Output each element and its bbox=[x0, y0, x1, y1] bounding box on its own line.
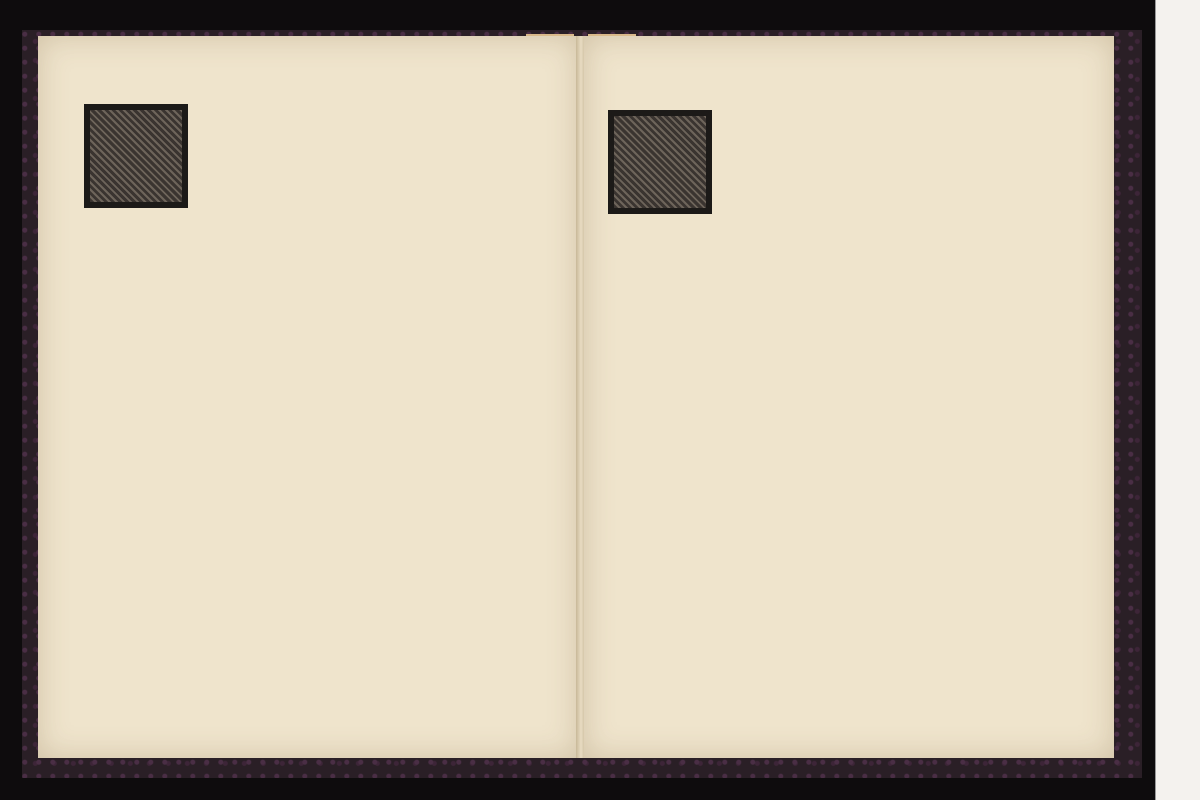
music-staff bbox=[726, 176, 1072, 214]
decorated-initial bbox=[608, 110, 712, 214]
music-staff bbox=[86, 248, 550, 286]
left-page bbox=[38, 36, 578, 758]
music-staff bbox=[608, 472, 1072, 510]
measuring-ruler bbox=[1155, 0, 1200, 800]
decorated-initial bbox=[84, 104, 188, 208]
music-staff bbox=[608, 250, 1072, 288]
music-staff bbox=[202, 96, 550, 134]
music-staff bbox=[608, 324, 1072, 362]
initial-letter bbox=[86, 106, 186, 206]
empty-staff bbox=[86, 472, 550, 510]
music-staff bbox=[608, 398, 1072, 436]
music-staff bbox=[86, 398, 550, 436]
initial-letter bbox=[610, 112, 710, 212]
right-page bbox=[584, 36, 1114, 758]
music-staff bbox=[86, 322, 550, 360]
music-staff bbox=[202, 172, 550, 210]
music-staff bbox=[726, 102, 1072, 140]
